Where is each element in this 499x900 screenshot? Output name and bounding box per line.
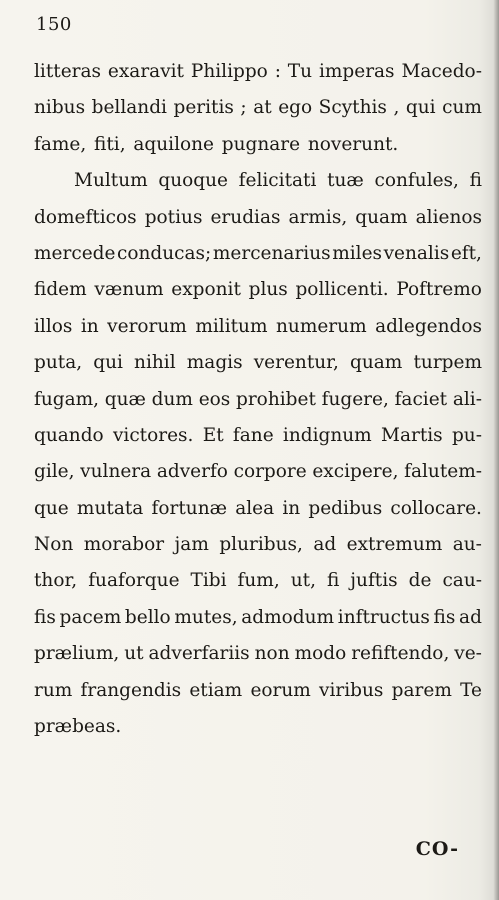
body-text [34,54,482,745]
word: , [393,97,400,119]
word: tuæ [327,170,364,192]
word: mercenarius [212,242,331,264]
text-line [34,709,482,745]
word: ad [313,534,337,556]
word: pedibus [308,497,383,519]
word: ut [124,643,144,665]
word: de [408,570,432,592]
word: adverfariis [148,643,250,665]
word: non [254,643,290,665]
text-line [34,527,482,563]
word: ut, [290,570,316,592]
word: fi [469,170,482,192]
word: jam [174,534,209,556]
word: quam [355,206,408,228]
word: alienos [415,206,482,228]
word: numerum [275,315,367,337]
text-line [34,673,482,709]
word: illos [34,315,73,337]
word: fiti, [94,133,126,155]
word: exaravit [107,61,184,82]
word: Poftremo [396,279,482,301]
word: fi [326,570,340,592]
word: gile, [34,461,75,483]
word: juftis [350,570,398,592]
word: Tibi [190,570,227,592]
word: miles [332,242,383,264]
text-line [34,90,482,126]
word: fame, [34,133,87,155]
word: ; [240,97,247,119]
catchword: CO- [415,838,459,860]
word: turpem [413,352,482,374]
word: quoque [158,170,228,192]
word: cum [442,97,482,119]
word: Scythis [318,97,387,119]
word: pu- [451,424,482,446]
word: victores. [112,424,194,446]
word: Te [460,679,482,701]
word: fugere, [321,388,389,410]
word: rum [34,679,73,701]
word: erudias [210,206,281,228]
text-line [34,491,482,527]
word: etiam [189,679,243,701]
word: eorum [250,679,311,701]
word: conducas; [117,242,212,264]
word: confules, [374,170,459,192]
word: que [34,497,69,519]
word: refiftendo, [351,643,450,665]
word: Tu [287,61,313,82]
word: plus [248,279,288,301]
text-line [34,418,482,454]
word: fum, [237,570,280,592]
word: pacem [59,606,122,628]
word: cau- [442,570,482,592]
word: fidem [34,279,87,301]
word: ve- [454,643,482,665]
text-line [34,382,482,418]
word: collocare. [390,497,482,519]
word: venalis [383,242,450,264]
word: corpore [233,461,307,483]
word: fane [232,424,274,446]
word: peritis [173,97,234,119]
word: in [80,315,99,337]
word: dum [151,388,193,410]
word: fortunæ [151,497,227,519]
word: fuaforque [88,570,180,592]
word: frangendis [80,679,182,701]
word: pluribus, [219,534,303,556]
word: quando [34,424,104,446]
word: falutem- [404,461,482,483]
word: pollicenti. [295,279,389,301]
word: mercede [34,242,116,264]
word: præbeas. [34,716,122,738]
word: adverfo [156,461,228,483]
word: indignum [282,424,372,446]
page-number: 150 [36,14,72,35]
text-line [34,563,482,599]
word: prohibet [236,388,316,410]
word: : [274,61,281,82]
word: verorum [107,315,187,337]
word: parem [391,679,452,701]
text-line [34,127,482,163]
word: noverunt. [307,133,399,155]
word: qui [405,97,436,119]
word: excipere, [312,461,399,483]
word: faciet [394,388,448,410]
word: ali- [452,388,482,410]
text-line [34,454,482,490]
word: Multum [74,170,148,192]
word: quam [350,352,403,374]
word: fugam, [34,388,100,410]
word: in [282,497,301,519]
text-line [34,163,482,199]
text-line [34,600,482,636]
text-line [34,54,482,90]
word: modo [294,643,347,665]
text-line [34,309,482,345]
word: vænum [94,279,164,301]
word: magis [186,352,243,374]
word: qui [93,352,123,374]
word: verentur, [253,352,339,374]
word: admodum [241,606,335,628]
word: ad [459,606,482,628]
page-edge-shadow [493,0,499,900]
word: nihil [134,352,176,374]
word: Martis [381,424,443,446]
word: nibus [34,97,86,119]
word: bellandi [91,97,167,119]
text-line [34,272,482,308]
word: potius [144,206,203,228]
word: inftructus [337,606,430,628]
word: felicitati [238,170,317,192]
word: prælium, [34,643,120,665]
word: bello [124,606,171,628]
word: fis [433,606,456,628]
word: thor, [34,570,78,592]
word: Et [202,424,224,446]
word: adlegendos [375,315,482,337]
word: eos [198,388,231,410]
word: domefticos [34,206,137,228]
word: eft, [450,242,482,264]
text-line [34,636,482,672]
word: militum [195,315,268,337]
word: Philippo [190,61,268,82]
word: mutes, [174,606,238,628]
word: viribus [319,679,384,701]
word: litteras [34,61,102,82]
word: au- [452,534,482,556]
word: aquilone [133,133,214,155]
word: armis, [288,206,348,228]
word: ego [278,97,313,119]
text-line [34,345,482,381]
word: imperas [318,61,395,82]
word: alea [235,497,275,519]
word: extremum [346,534,443,556]
text-line [34,236,482,272]
word: puta, [34,352,83,374]
word: Macedo- [401,61,482,82]
word: quæ [104,388,146,410]
word: pugnare [221,133,301,155]
word: fis [34,606,56,628]
word: at [253,97,272,119]
text-line [34,200,482,236]
word: exponit [171,279,241,301]
word: morabor [83,534,165,556]
word: mutata [76,497,144,519]
word: Non [34,534,74,556]
word: vulnera [80,461,152,483]
